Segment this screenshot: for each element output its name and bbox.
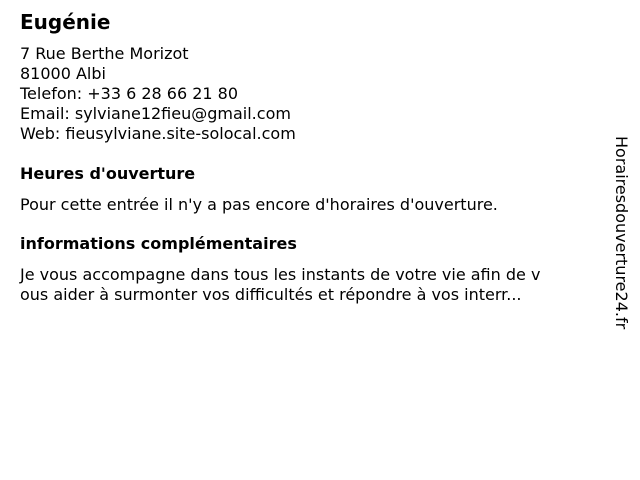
hours-heading: Heures d'ouverture	[20, 164, 196, 183]
address-city: 81000 Albi	[20, 64, 106, 83]
entry-title: Eugénie	[20, 10, 111, 34]
info-text	[20, 265, 540, 305]
phone-line: Telefon: +33 6 28 66 21 80	[20, 84, 239, 103]
web-line: Web: fieusylviane.site-solocal.com	[20, 124, 296, 143]
contact-block	[20, 44, 296, 144]
info-text-line-2: ous aider à surmonter vos difficultés et répondre à vos interr...	[20, 285, 522, 304]
site-watermark: Horairesdouverture24.fr	[612, 136, 631, 330]
email-line: Email: sylviane12fieu@gmail.com	[20, 104, 291, 123]
info-text-line-1: Je vous accompagne dans tous les instants de votre vie afin de v	[20, 265, 541, 284]
address-street: 7 Rue Berthe Morizot	[20, 44, 189, 63]
hours-text: Pour cette entrée il n'y a pas encore d'horaires d'ouverture.	[20, 195, 498, 214]
info-heading: informations complémentaires	[20, 234, 297, 253]
